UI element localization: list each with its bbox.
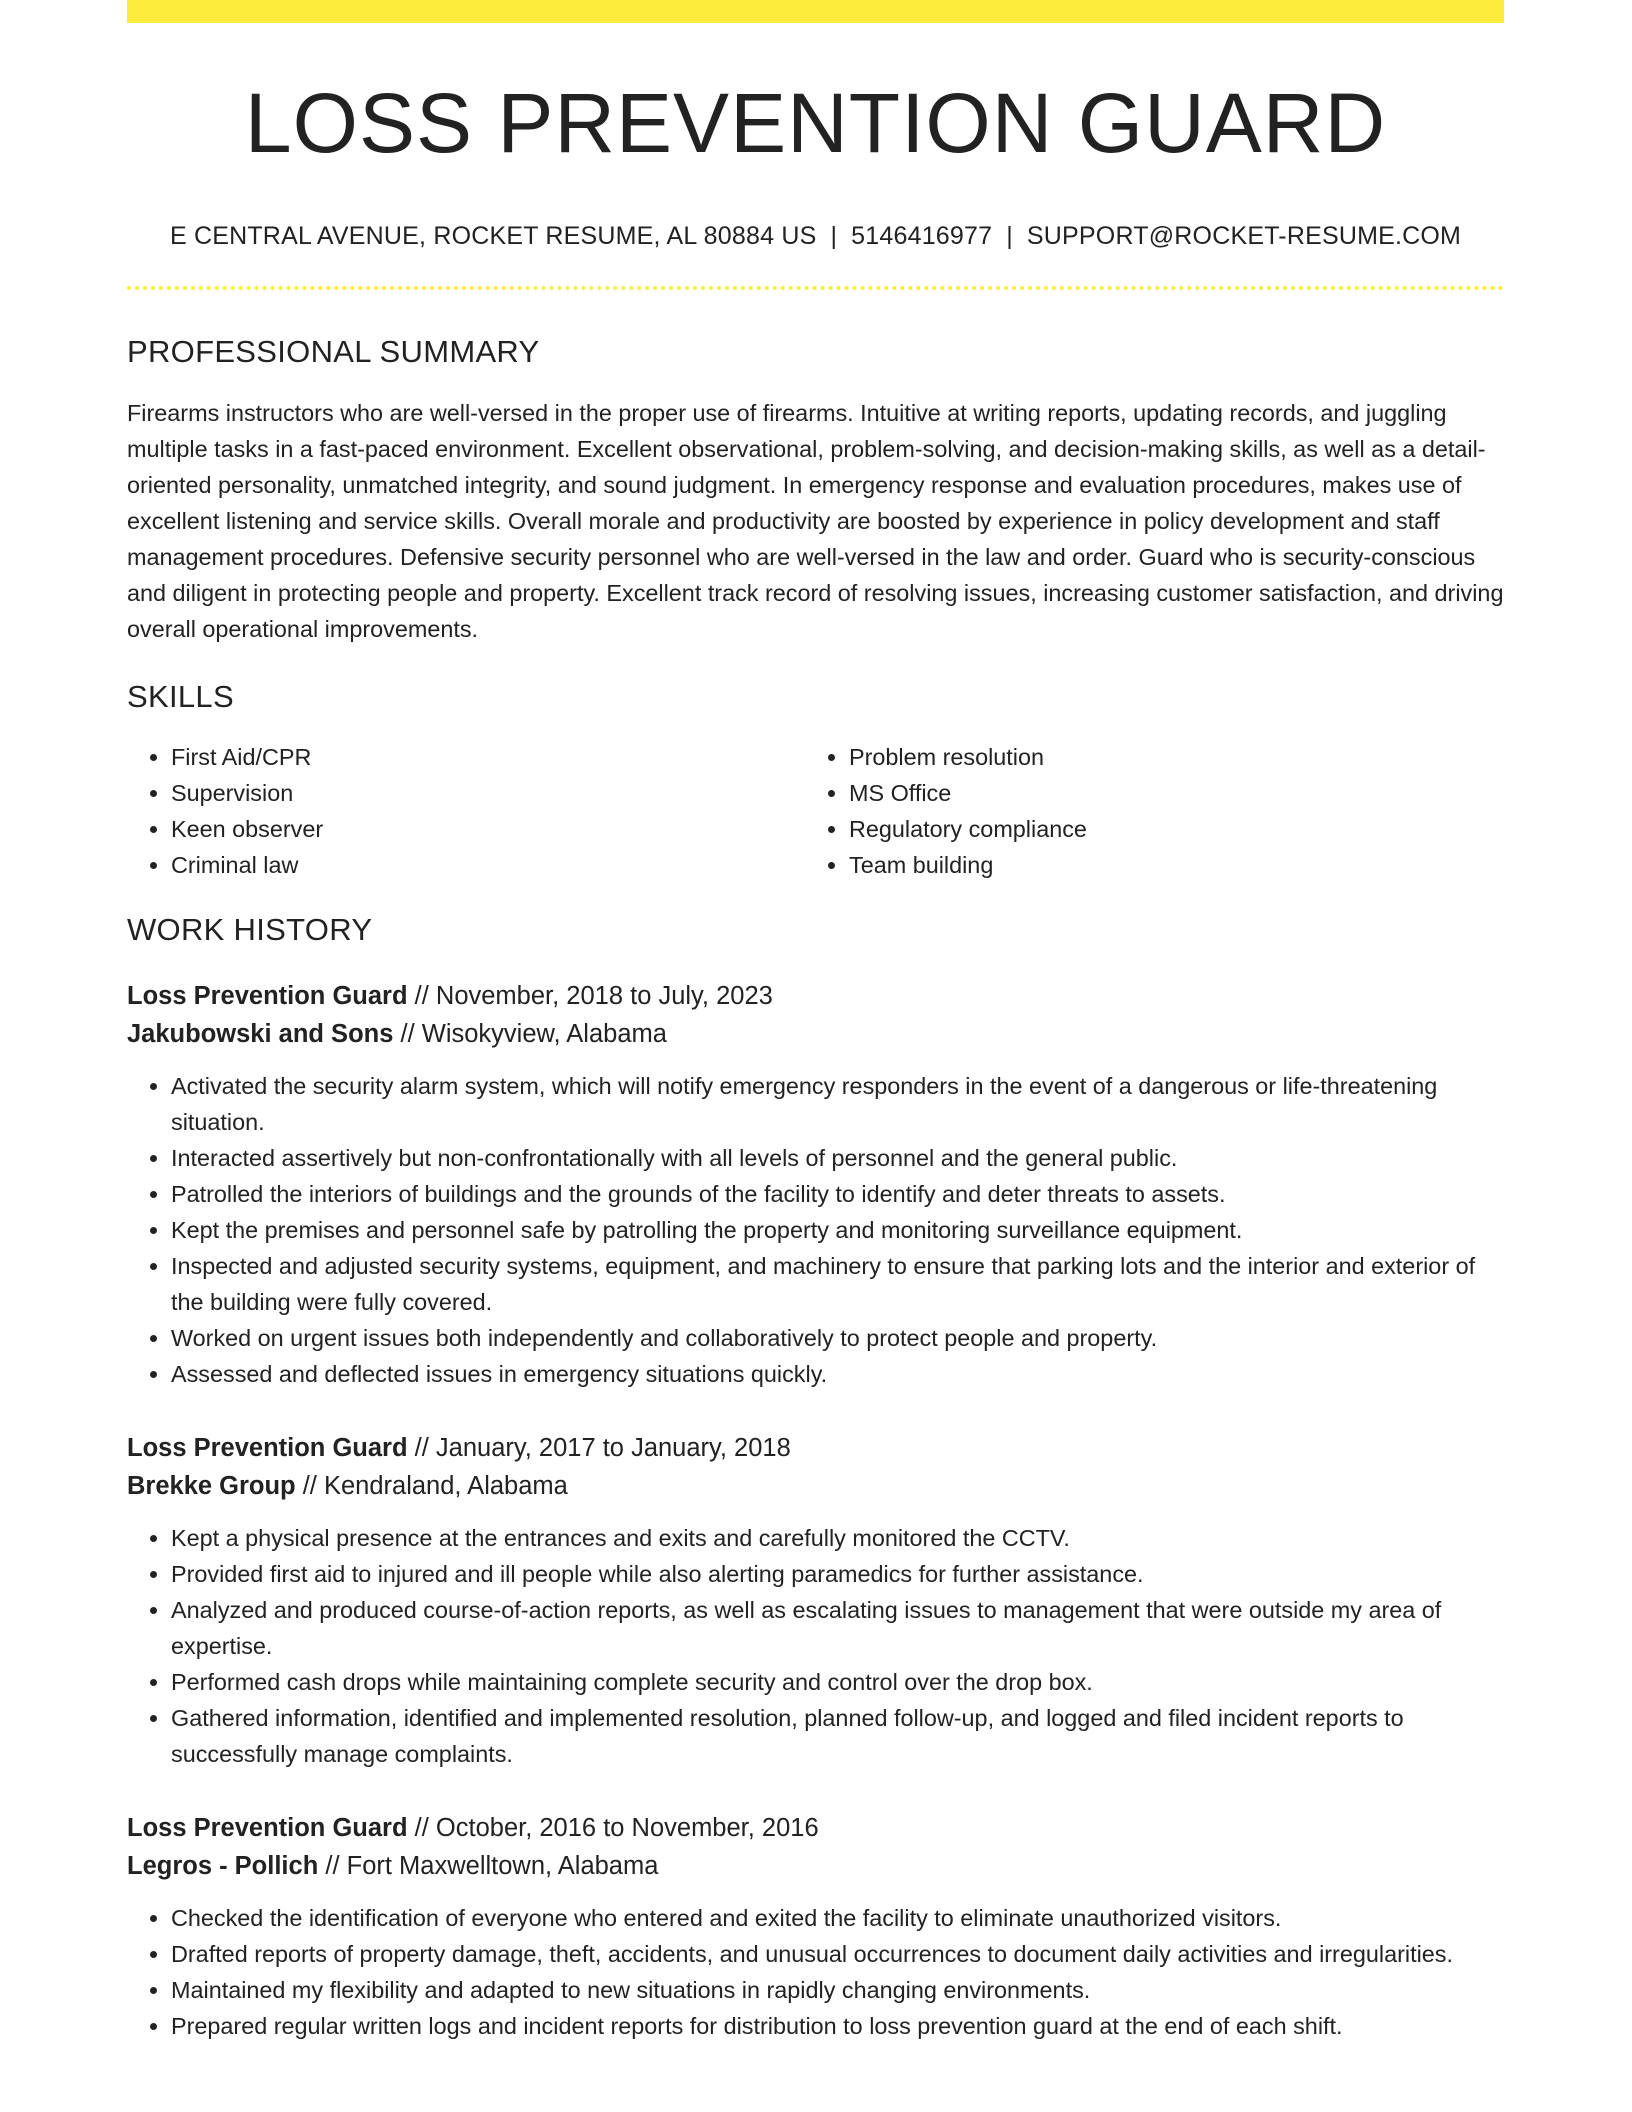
skill-item: • Supervision: [171, 775, 805, 811]
job-role: Loss Prevention Guard: [127, 1434, 408, 1462]
job-company: Jakubowski and Sons: [127, 1020, 394, 1048]
job-company-line: [127, 1015, 1504, 1053]
job-company-line: [127, 1847, 1504, 1885]
skills-column-left: [127, 739, 805, 883]
job-bullets: [127, 1068, 1504, 1392]
skill-item: • Problem resolution: [849, 739, 1483, 775]
summary-heading: PROFESSIONAL SUMMARY: [127, 334, 540, 369]
job-dates: October, 2016 to November, 2016: [435, 1814, 819, 1842]
job-bullet: • Provided first aid to injured and ill people while also alerting paramedics for further assistance.: [171, 1556, 1504, 1592]
contact-email: SUPPORT@ROCKET-RESUME.COM: [1026, 222, 1462, 250]
job-title-line: [127, 1809, 1504, 1847]
job-bullet: • Prepared regular written logs and incident reports for distribution to loss prevention guard at the end of each shift.: [171, 2008, 1504, 2044]
job-entry: [127, 1429, 1504, 1772]
skills-heading: SKILLS: [127, 679, 234, 714]
job-bullet: • Analyzed and produced course-of-action reports, as well as escalating issues to management that were outside my area of expertise.: [171, 1592, 1504, 1664]
skill-item: • First Aid/CPR: [171, 739, 805, 775]
job-bullet: • Performed cash drops while maintaining complete security and control over the drop box.: [171, 1664, 1504, 1700]
job-bullet: • Interacted assertively but non-confrontationally with all levels of personnel and the general public.: [171, 1140, 1504, 1176]
skill-item: • Criminal law: [171, 847, 805, 883]
contact-separator: |: [830, 222, 838, 250]
skills-column-right: [805, 739, 1483, 883]
job-divider: //: [393, 1020, 422, 1048]
job-bullet: • Checked the identification of everyone who entered and exited the facility to eliminate unauthorized visitors.: [171, 1900, 1504, 1936]
job-location: Fort Maxwelltown, Alabama: [346, 1852, 659, 1880]
job-bullet: • Gathered information, identified and implemented resolution, planned follow-up, and logged and filed incident reports to successfully manage complaints.: [171, 1700, 1504, 1772]
job-divider: //: [407, 982, 436, 1010]
job-bullets: [127, 1520, 1504, 1772]
job-divider: //: [407, 1814, 436, 1842]
job-bullet: • Drafted reports of property damage, theft, accidents, and unusual occurrences to document daily activities and irregularities.: [171, 1936, 1504, 1972]
skill-item: • Keen observer: [171, 811, 805, 847]
job-divider: //: [295, 1472, 324, 1500]
contact-phone: 5146416977: [851, 222, 993, 250]
resume-name: LOSS PREVENTION GUARD: [244, 76, 1387, 170]
resume-page: [127, 0, 1504, 2044]
job-entry: [127, 977, 1504, 1392]
job-divider: //: [318, 1852, 347, 1880]
job-company: Legros - Pollich: [127, 1852, 319, 1880]
job-bullets: [127, 1900, 1504, 2044]
work-history-heading: WORK HISTORY: [127, 912, 373, 947]
job-company: Brekke Group: [127, 1472, 296, 1500]
job-bullet: • Kept the premises and personnel safe by patrolling the property and monitoring surveillance equipment.: [171, 1212, 1504, 1248]
job-dates: January, 2017 to January, 2018: [435, 1434, 791, 1462]
job-role: Loss Prevention Guard: [127, 1814, 408, 1842]
job-role: Loss Prevention Guard: [127, 982, 408, 1010]
contact-address: E CENTRAL AVENUE, ROCKET RESUME, AL 80884 US: [169, 222, 817, 250]
job-bullet: • Assessed and deflected issues in emergency situations quickly.: [171, 1356, 1504, 1392]
top-accent-bar: [127, 0, 1504, 23]
skill-item: • Team building: [849, 847, 1483, 883]
job-company-line: [127, 1467, 1504, 1505]
job-location: Wisokyview, Alabama: [421, 1020, 667, 1048]
skill-item: • Regulatory compliance: [849, 811, 1483, 847]
job-location: Kendraland, Alabama: [323, 1472, 568, 1500]
job-title-line: [127, 1429, 1504, 1467]
job-entry: [127, 1809, 1504, 2044]
job-bullet: • Worked on urgent issues both independently and collaboratively to protect people and property.: [171, 1320, 1504, 1356]
contact-line: [127, 222, 1504, 251]
job-divider: //: [407, 1434, 436, 1462]
dotted-divider: [127, 286, 1504, 290]
summary-text: Firearms instructors who are well-versed in the proper use of firearms. Intuitive at writing reports, updating records, and juggling multiple tasks in a fast-paced environment. Excellent observational, problem-solving, and decision-making skills, as well as a detail-oriented personality, unmatched integrity, and sound judgment. In emergency response and evaluation procedures, makes use of excellent listening and service skills. Overall morale and productivity are boosted by experience in policy development and staff management procedures. Defensive security personnel who are well-versed in the law and order. Guard who is security-conscious and diligent in protecting people and property. Excellent track record of resolving issues, increasing customer satisfaction, and driving overall operational improvements.: [127, 400, 1504, 642]
contact-separator: |: [1006, 222, 1013, 250]
job-bullet: • Maintained my flexibility and adapted to new situations in rapidly changing environments.: [171, 1972, 1504, 2008]
job-bullet: • Kept a physical presence at the entrances and exits and carefully monitored the CCTV.: [171, 1520, 1504, 1556]
job-bullet: • Patrolled the interiors of buildings and the grounds of the facility to identify and deter threats to assets.: [171, 1176, 1504, 1212]
job-dates: November, 2018 to July, 2023: [435, 982, 773, 1010]
skills-list: [127, 739, 1504, 883]
job-bullet: • Activated the security alarm system, which will notify emergency responders in the event of a dangerous or life-threatening situation.: [171, 1068, 1504, 1140]
job-bullet: • Inspected and adjusted security systems, equipment, and machinery to ensure that parking lots and the interior and exterior of the building were fully covered.: [171, 1248, 1504, 1320]
skill-item: • MS Office: [849, 775, 1483, 811]
job-title-line: [127, 977, 1504, 1015]
